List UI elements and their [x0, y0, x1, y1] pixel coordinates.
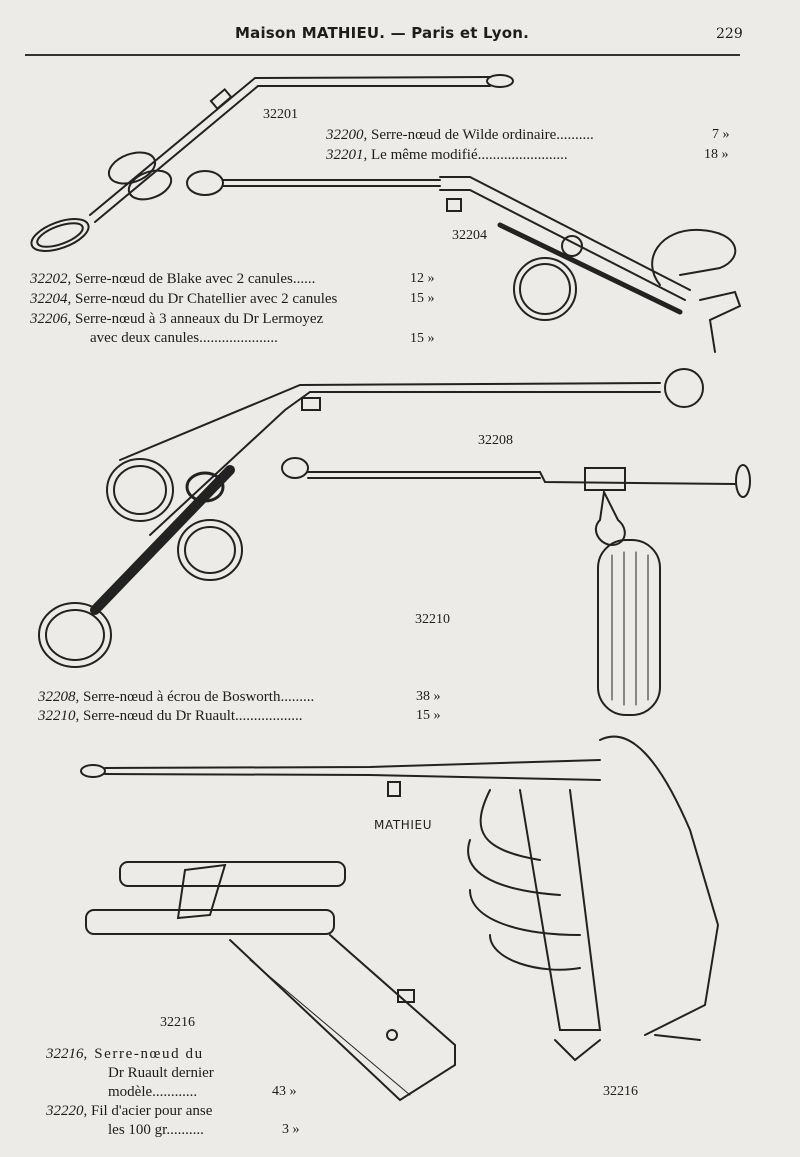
entry-ref: 32204	[30, 291, 68, 307]
snare-32210-illustration	[282, 458, 750, 715]
entry-ref: 32220	[46, 1103, 84, 1119]
entry-price-32208: 38 »	[416, 689, 441, 704]
entry-32216	[46, 1045, 204, 1064]
figure-label-32208: 32208	[478, 433, 513, 448]
entry-32201	[326, 146, 568, 165]
figure-label-32216-detail: 32216	[160, 1015, 195, 1030]
header-title: Maison MATHIEU. — Paris et Lyon.	[235, 24, 529, 42]
entry-description: , Serre-nœud à 3 anneaux du Dr Lermoyez	[67, 311, 324, 327]
entry-ref: 32200	[326, 127, 364, 143]
entry-32200	[326, 126, 594, 145]
entry-32206-continuation: avec deux canules.....................	[90, 330, 278, 346]
figure-label-32204: 32204	[452, 228, 487, 243]
entry-description: , Serre-nœud du	[83, 1046, 204, 1062]
entry-ref: 32210	[38, 708, 76, 724]
entry-32220	[46, 1102, 212, 1121]
entry-description: , Serre-nœud du Dr Ruault..................	[75, 708, 303, 724]
entry-32216-continuation-2: modèle............	[108, 1084, 198, 1100]
entry-price-32216: 43 »	[272, 1084, 297, 1099]
entry-ref: 32202	[30, 271, 68, 287]
figure-label-32201: 32201	[263, 107, 298, 122]
entry-ref: 32216	[46, 1046, 84, 1062]
entry-description: , Le même modifié........................	[363, 147, 568, 163]
entry-description: , Serre-nœud de Blake avec 2 canules......	[67, 271, 316, 287]
entry-32216-continuation: Dr Ruault dernier	[108, 1065, 214, 1081]
entry-description: , Serre-nœud du Dr Chatellier avec 2 canules	[67, 291, 338, 307]
figure-label-32216: 32216	[603, 1084, 638, 1099]
entry-32206	[30, 310, 323, 329]
entry-description: , Serre-nœud à écrou de Bosworth.........	[75, 689, 315, 705]
figure-label-32210: 32210	[415, 612, 450, 627]
entry-32204	[30, 290, 337, 309]
entry-description: , Fil d'acier pour anse	[83, 1103, 213, 1119]
entry-ref: 32208	[38, 689, 76, 705]
snare-32216-illustration	[81, 737, 718, 1060]
entry-ref: 32206	[30, 311, 68, 327]
brand-engraving: MATHIEU	[374, 818, 433, 832]
entry-ref: 32201	[326, 147, 364, 163]
entry-price-32210: 15 »	[416, 708, 441, 723]
entry-32220-continuation: les 100 gr..........	[108, 1122, 204, 1138]
entry-price-32206: 15 »	[410, 331, 435, 346]
entry-price-32202: 12 »	[410, 271, 435, 286]
page-number: 229	[716, 26, 743, 42]
entry-32210	[38, 707, 303, 726]
entry-32202	[30, 270, 315, 289]
snare-32208-illustration	[39, 369, 703, 667]
entry-price-32220: 3 »	[282, 1122, 300, 1137]
entry-price-32200: 7 »	[712, 127, 730, 142]
entry-price-32201: 18 »	[704, 147, 729, 162]
snare-32201-illustration	[27, 75, 513, 257]
entry-description: , Serre-nœud de Wilde ordinaire..........	[363, 127, 594, 143]
entry-price-32204: 15 »	[410, 291, 435, 306]
entry-32208	[38, 688, 314, 707]
